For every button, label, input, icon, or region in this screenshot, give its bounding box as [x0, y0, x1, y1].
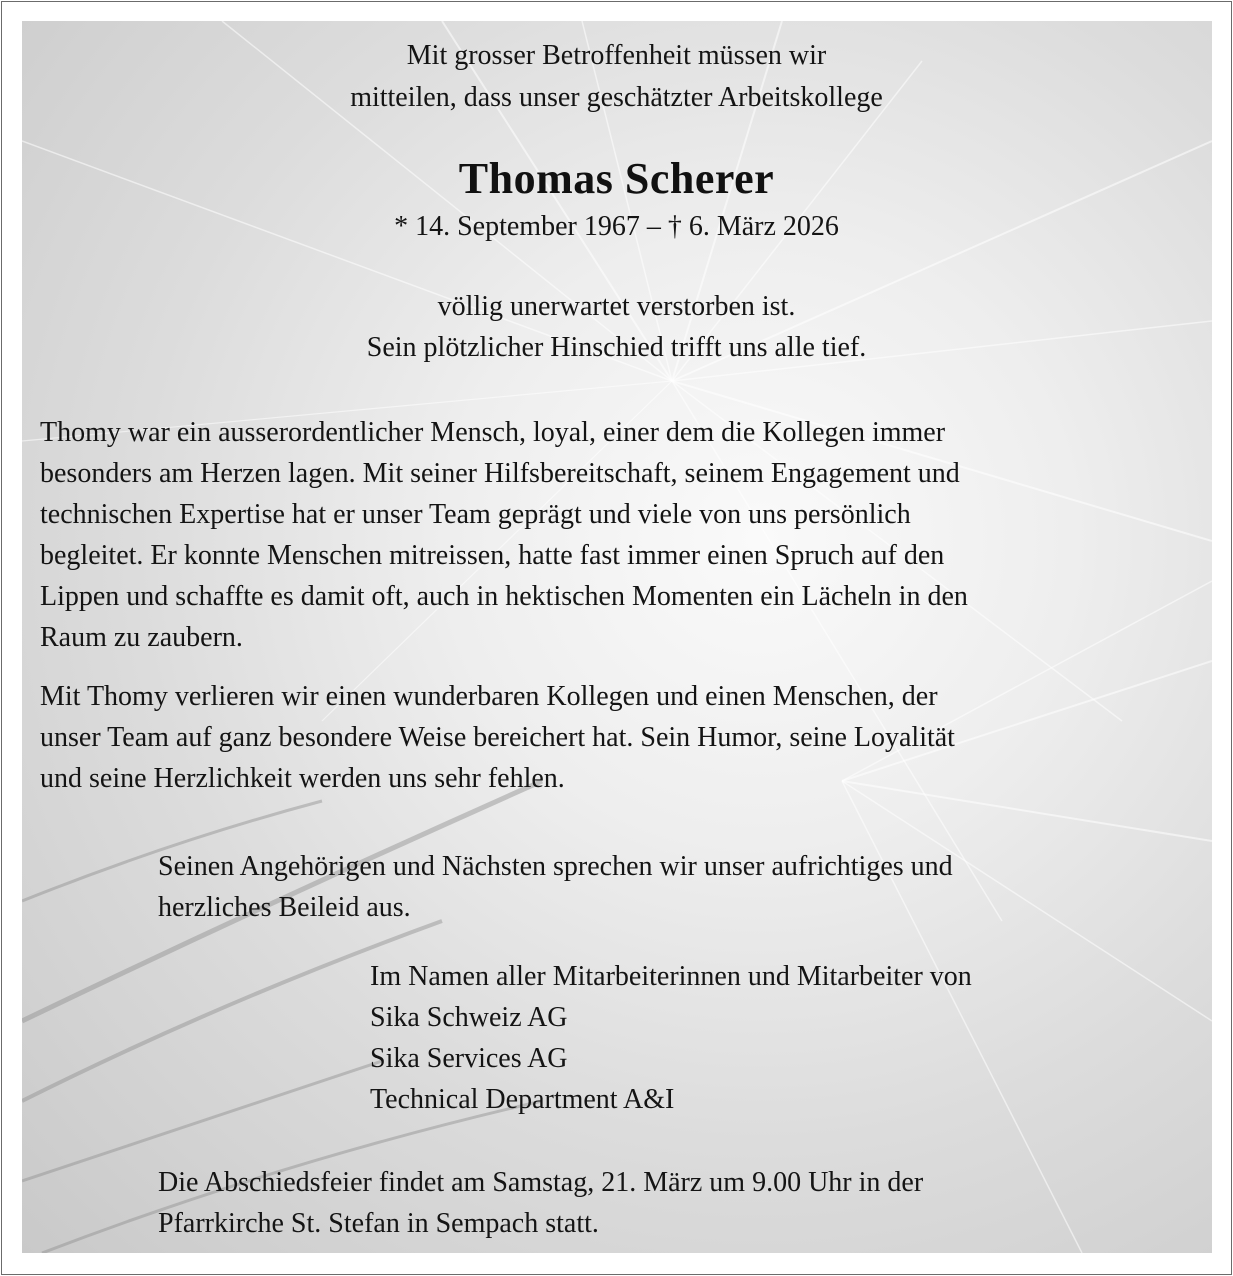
- life-dates: * 14. September 1967 – † 6. März 2026: [394, 211, 839, 242]
- paragraph-tribute: [40, 412, 1200, 658]
- ceremony-block: [158, 1162, 1233, 1244]
- department-name: Technical Department A&I: [370, 1084, 675, 1115]
- passed-line-1: völlig unerwartet verstorben ist.: [437, 291, 796, 322]
- passed-line-2: Sein plötzlicher Hinschied trifft uns alle tief.: [366, 332, 867, 363]
- paragraph-line: Raum zu zaubern.: [40, 622, 243, 653]
- intro-line-2: mitteilen, dass unser geschätzter Arbeitskollege: [350, 82, 883, 113]
- company-sika-services: Sika Services AG: [370, 1043, 568, 1074]
- paragraph-line: technischen Expertise hat er unser Team geprägt und viele von uns persönlich: [40, 499, 911, 530]
- paragraph-loss: [40, 676, 1200, 799]
- paragraph-line: begleitet. Er konnte Menschen mitreissen, hatte fast immer einen Spruch auf den: [40, 540, 945, 571]
- ceremony-line: Pfarrkirche St. Stefan in Sempach statt.: [158, 1208, 599, 1239]
- deceased-name: Thomas Scherer: [458, 154, 775, 203]
- company-sika-schweiz: Sika Schweiz AG: [370, 1002, 568, 1033]
- condolence-block: [158, 846, 1233, 928]
- signature-line: Im Namen aller Mitarbeiterinnen und Mitarbeiter von: [370, 961, 972, 992]
- paragraph-line: unser Team auf ganz besondere Weise bereichert hat. Sein Humor, seine Loyalität: [40, 722, 955, 753]
- paragraph-line: und seine Herzlichkeit werden uns sehr fehlen.: [40, 763, 565, 794]
- condolence-line: Seinen Angehörigen und Nächsten sprechen wir unser aufrichtiges und: [158, 851, 953, 882]
- paragraph-line: Mit Thomy verlieren wir einen wunderbaren Kollegen und einen Menschen, der: [40, 681, 938, 712]
- intro-line-1: Mit grosser Betroffenheit müssen wir: [406, 40, 827, 71]
- paragraph-line: Lippen und schaffte es damit oft, auch in hektischen Momenten ein Lächeln in den: [40, 581, 968, 612]
- signature-block: [370, 956, 1190, 1120]
- paragraph-line: besonders am Herzen lagen. Mit seiner Hilfsbereitschaft, seinem Engagement und: [40, 458, 960, 489]
- paragraph-line: Thomy war ein ausserordentlicher Mensch, loyal, einer dem die Kollegen immer: [40, 417, 946, 448]
- condolence-line: herzliches Beileid aus.: [158, 892, 411, 923]
- ceremony-line: Die Abschiedsfeier findet am Samstag, 21. März um 9.00 Uhr in der: [158, 1167, 924, 1198]
